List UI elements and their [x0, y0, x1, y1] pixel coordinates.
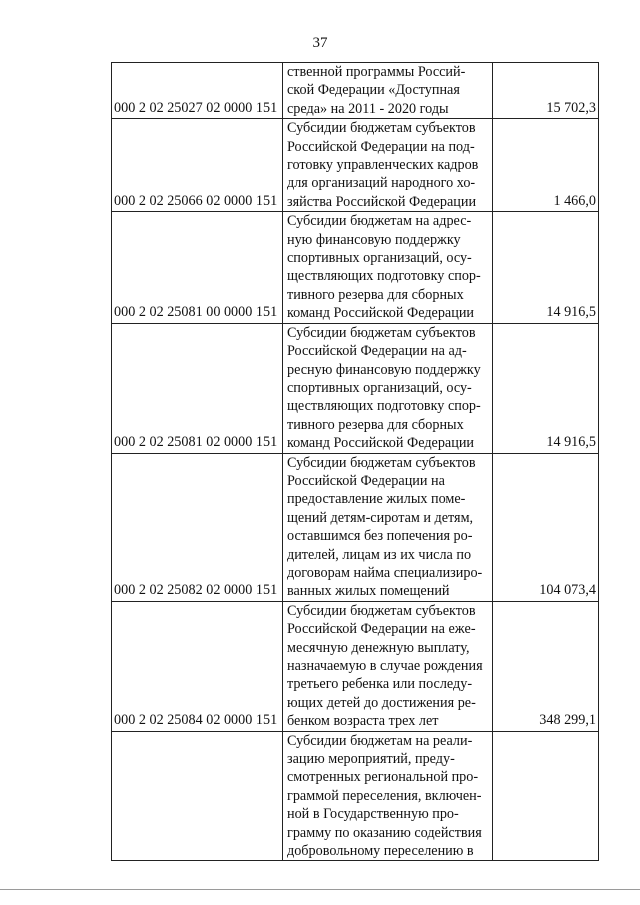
page-number: 37	[312, 35, 328, 51]
table-row	[112, 212, 599, 323]
table-row	[112, 601, 599, 731]
description-cell: Субсидии бюджетам на реали- зацию мероприятий, преду- смотренных региональной про- граммой переселения, включен- ной в Государственную про- грамму по оказанию содействия добровольному переселению в	[283, 731, 493, 861]
amount-cell: 14 916,5	[493, 323, 599, 453]
bottom-divider	[0, 889, 640, 890]
table-row	[112, 453, 599, 601]
description-cell: Субсидии бюджетам субъектов Российской Федерации на под- готовку управленческих кадров для организаций народного хо- зяйства Российской Федерации	[283, 119, 493, 212]
budget-table	[111, 62, 599, 861]
table-row	[112, 119, 599, 212]
budget-code-cell: 000 2 02 25081 00 0000 151	[112, 212, 283, 323]
budget-code-cell: 000 2 02 25081 02 0000 151	[112, 323, 283, 453]
amount-cell: 14 916,5	[493, 212, 599, 323]
table-row	[112, 731, 599, 861]
description-cell: Субсидии бюджетам субъектов Российской Федерации на предоставление жилых поме- щений детям-сиротам и детям, оставшимся без попечения ро- дителей, лицам из их числа по договорам найма специализиро- ванных жилых помещений	[283, 453, 493, 601]
budget-code-cell: 000 2 02 25084 02 0000 151	[112, 601, 283, 731]
description-cell: Субсидии бюджетам на адрес- ную финансовую поддержку спортивных организаций, осу- ществляющих подготовку спор- тивного резерва для сборных команд Российской Федерации	[283, 212, 493, 323]
budget-code-cell: 000 2 02 25027 02 0000 151	[112, 63, 283, 119]
budget-code-cell: 000 2 02 25082 02 0000 151	[112, 453, 283, 601]
amount-cell: 1 466,0	[493, 119, 599, 212]
amount-cell: 348 299,1	[493, 601, 599, 731]
table-row	[112, 63, 599, 119]
amount-cell: 104 073,4	[493, 453, 599, 601]
description-cell: Субсидии бюджетам субъектов Российской Федерации на ад- ресную финансовую поддержку спортивных организаций, осу- ществляющих подготовку спор- тивного резерва для сборных команд Российской Федерации	[283, 323, 493, 453]
amount-cell: 15 702,3	[493, 63, 599, 119]
amount-cell	[493, 731, 599, 861]
description-cell: ственной программы Россий- ской Федерации «Доступная среда» на 2011 - 2020 годы	[283, 63, 493, 119]
budget-code-cell	[112, 731, 283, 861]
table-row	[112, 323, 599, 453]
budget-code-cell: 000 2 02 25066 02 0000 151	[112, 119, 283, 212]
description-cell: Субсидии бюджетам субъектов Российской Федерации на ежe- месячную денежную выплату, назначаемую в случае рождения третьего ребенка или последу- ющих детей до достижения ре- бенком возраста трех лет	[283, 601, 493, 731]
